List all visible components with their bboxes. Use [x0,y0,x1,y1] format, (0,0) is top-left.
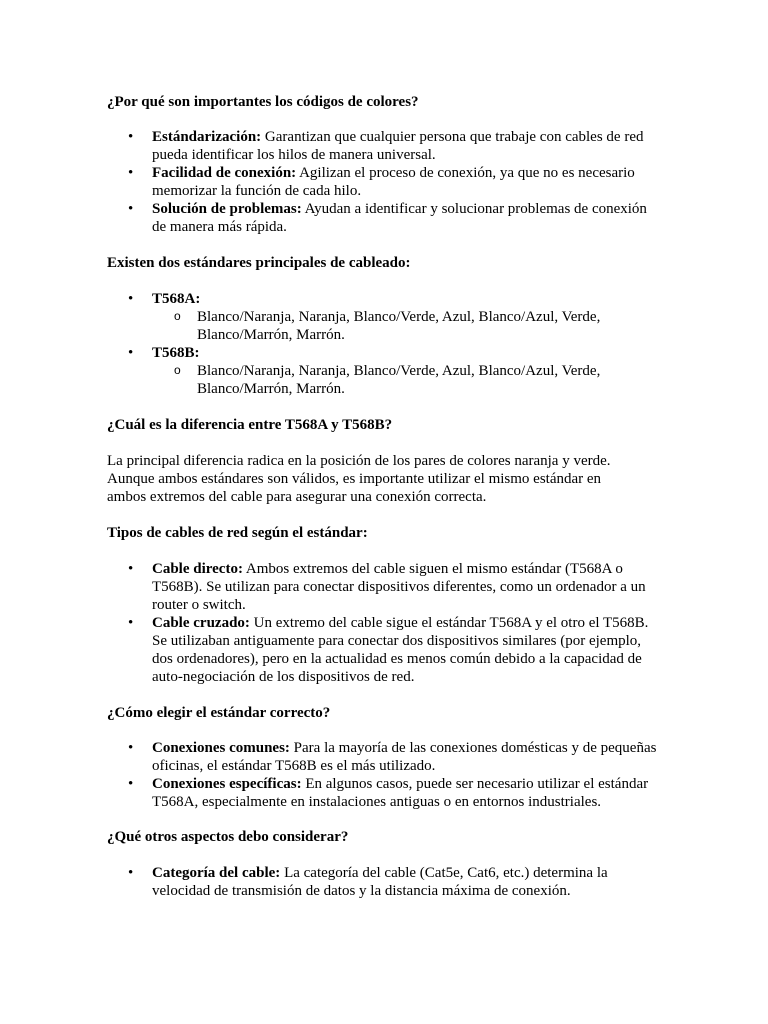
list-importance [107,128,667,236]
item-text: En algunos casos, puede ser necesario utilizar el estándar T568A, especialmente en instalaciones antiguas o en entornos industriales. [152,776,649,810]
sub-list [152,308,657,344]
bullet-icon: • [128,776,134,792]
list-item [107,739,657,775]
sub-list [152,362,657,398]
list-item [107,344,657,398]
list-item [107,560,657,614]
item-text: Ambos extremos del cable siguen el mismo estándar (T568A o T568B). Se utilizan para conectar dispositivos diferentes, como un ordenador a un router o switch. [152,561,646,613]
list-item [107,614,657,686]
item-term: Cable directo: [152,561,243,577]
list-choose-standard [107,739,667,811]
list-item [107,200,657,236]
item-term: Facilidad de conexión: [152,165,297,181]
item-text: Ayudan a identificar y solucionar problemas de conexión de manera más rápida. [152,201,647,235]
circle-bullet-icon: o [174,363,181,377]
item-term: T568B: [152,345,200,361]
bullet-icon: • [128,865,134,881]
item-text: Un extremo del cable sigue el estándar T568A y el otro el T568B. Se utilizaban antiguamente para conectar dos dispositivos similares (por ejemplo, dos ordenadores), pero en la actualidad es menos común debido a la capacidad de auto-negociación de los dispositivos de red. [152,615,649,685]
color-order-t568b: Blanco/Naranja, Naranja, Blanco/Verde, Azul, Blanco/Azul, Verde, Blanco/Marrón, Marrón. [197,363,601,397]
item-term: Cable cruzado: [152,615,250,631]
item-term: Conexiones específicas: [152,776,302,792]
heading-cable-types: Tipos de cables de red según el estándar: [107,525,368,541]
sub-list-item [152,362,617,398]
heading-choose-standard: ¿Cómo elegir el estándar correcto? [107,705,331,721]
list-item [107,290,657,344]
item-text: Agilizan el proceso de conexión, ya que no es necesario memorizar la función de cada hilo. [152,165,635,199]
list-other-aspects [107,864,667,900]
item-term: Estándarización: [152,129,262,145]
sub-list-item [152,308,617,344]
item-text: Para la mayoría de las conexiones domésticas y de pequeñas oficinas, el estándar T568B es el más utilizado. [152,740,657,774]
bullet-icon: • [128,345,134,361]
bullet-icon: • [128,740,134,756]
item-text: La categoría del cable (Cat5e, Cat6, etc.) determina la velocidad de transmisión de datos y la distancia máxima de conexión. [152,865,608,899]
item-term: Solución de problemas: [152,201,302,217]
heading-difference: ¿Cuál es la diferencia entre T568A y T568B? [107,417,393,433]
list-item [107,864,657,900]
bullet-icon: • [128,561,134,577]
list-item [107,128,657,164]
bullet-icon: • [128,129,134,145]
color-order-t568a: Blanco/Naranja, Naranja, Blanco/Verde, Azul, Blanco/Azul, Verde, Blanco/Marrón, Marrón. [197,309,601,343]
bullet-icon: • [128,615,134,631]
heading-standards: Existen dos estándares principales de cableado: [107,255,411,271]
item-text: Garantizan que cualquier persona que trabaje con cables de red pueda identificar los hilos de manera universal. [152,129,644,163]
list-standards [107,290,667,398]
heading-importance: ¿Por qué son importantes los códigos de colores? [107,94,419,110]
circle-bullet-icon: o [174,309,181,323]
heading-other-aspects: ¿Qué otros aspectos debo considerar? [107,829,349,845]
list-item [107,775,657,811]
bullet-icon: • [128,291,134,307]
paragraph-difference: La principal diferencia radica en la posición de los pares de colores naranja y verde. Aunque ambos estándares son válidos, es importante utilizar el mismo estándar en ambos extremos del cable para asegurar una conexión correcta. [107,453,611,505]
list-item [107,164,657,200]
bullet-icon: • [128,201,134,217]
item-term: Conexiones comunes: [152,740,290,756]
list-cable-types [107,560,667,686]
bullet-icon: • [128,165,134,181]
item-term: T568A: [152,291,201,307]
item-term: Categoría del cable: [152,865,281,881]
